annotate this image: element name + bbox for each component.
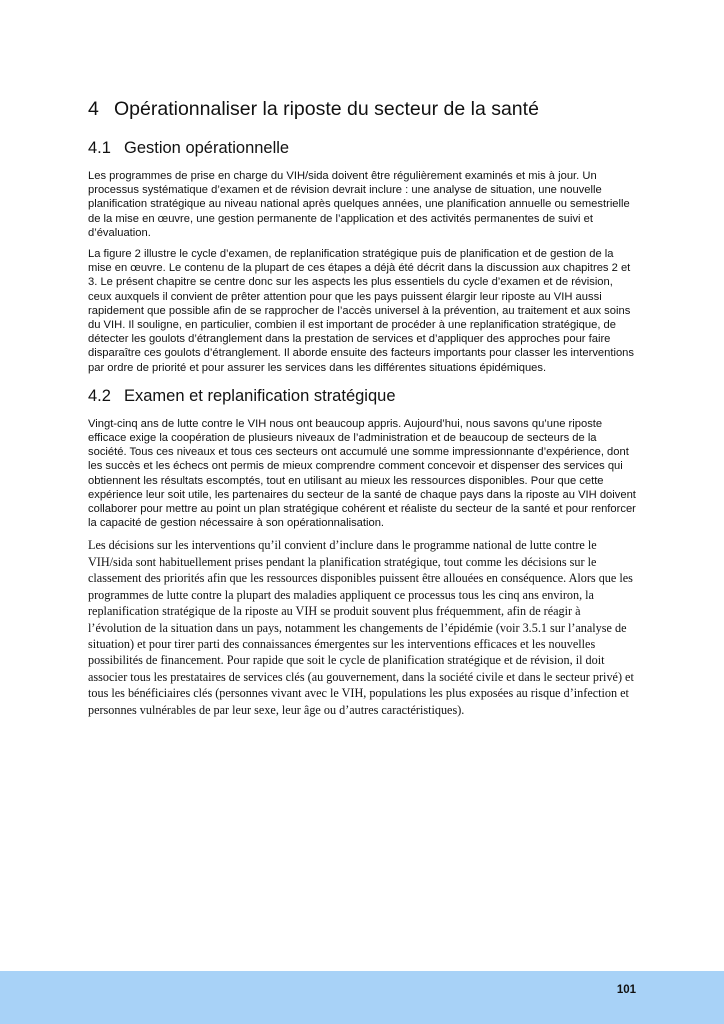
section-title: Opérationnaliser la riposte du secteur de la santé [114, 98, 539, 120]
paragraph: Les programmes de prise en charge du VIH/sida doivent être régulièrement examinés et mis à jour. Un processus systématique d’examen et de révision devrait inclure : une analyse de situation, une nouvelle planification stratégique au niveau national après quelques années, une planification annuelle ou semestrielle de la mise en œuvre, une gestion permanente de l’application et des activités permanentes de suivi et d’évaluation. [88, 170, 630, 239]
subsection-title: Examen et replanification stratégique [124, 386, 396, 405]
subsection-heading-4-1 [88, 137, 636, 159]
paragraph: Vingt-cinq ans de lutte contre le VIH nous ont beaucoup appris. Aujourd’hui, nous savons qu’une riposte efficace exige la coopération de plusieurs niveaux de l’administration et de beaucoup de secteurs de la société. Tous ces niveaux et tous ces secteurs ont accumulé une somme impressionnante d’expérience, dont les succès et les échecs ont permis de mieux comprendre comment concevoir et dispenser des services qui obtiennent les résultats escomptés, tout en utilisant au mieux les ressources disponibles. Pour que cette expérience leur soit utile, les partenaires du secteur de la santé de chaque pays dans la riposte au VIH doivent collaborer pour mettre au point un plan stratégique cohérent et réaliste du secteur de la santé et pour renforcer la capacité de gestion nécessaire à son opérationnalisation. [88, 417, 636, 530]
subsection-number: 4.1 [88, 139, 111, 157]
page-footer-band [0, 971, 724, 1024]
page-content [88, 97, 636, 718]
paragraph: La figure 2 illustre le cycle d’examen, de replanification stratégique puis de planification et de gestion de la mise en œuvre. Le contenu de la plupart de ces étapes a déjà été décrit dans la discussion aux chapitres 2 et 3. Le présent chapitre se centre donc sur les aspects les plus essentiels du cycle d’examen et de révision, ceux auxquels il convient de prêter attention pour que les pays puissent élargir leur riposte au VIH aussi rapidement que possible afin de se rapprocher de l’accès universel à la prévention, au traitement et aux soins du VIH. Il souligne, en particulier, combien il est important de procéder à une replanification stratégique, de détecter les goulots d’étranglement dans la prestation de services et d’appliquer des approches pour faire disparaître ces goulots d’étranglement. Il aborde ensuite des facteurs importants pour classer les interventions par ordre de priorité et pour assurer les services dans les différentes situations épidémiques. [88, 248, 634, 374]
subsection-number: 4.2 [88, 386, 111, 405]
subsection-title: Gestion opérationnelle [124, 139, 290, 157]
section-heading [88, 97, 636, 121]
paragraph: Les décisions sur les interventions qu’il convient d’inclure dans le programme national de lutte contre le VIH/sida sont habituellement prises pendant la planification stratégique, tout comme les décisions sur le classement des priorités afin que les ressources disponibles puissent être allouées en conséquence. Alors que les programmes de lutte contre la plupart des maladies appliquent ce processus tous les cinq ans environ, la replanification stratégique de la riposte au VIH se produit souvent plus fréquemment, afin de réagir à l’évolution de la situation dans un pays, notamment les changements de l’épidémie (voir 3.5.1 sur l’analyse de situation) et pour tirer parti des connaissances émergentes sur les interventions efficaces et les nouvelles possibilités de financement. Pour rapide que soit le cycle de planification stratégique et de révision, il doit associer tous les prestataires de services clés (au gouvernement, dans la société civile et dans le secteur privé) et tous les bénéficiaires clés (personnes vivant avec le VIH, populations les plus exposées au risque d’infection et personnes vulnérables de par leur sexe, leur âge ou d’autres caractéristiques). [88, 538, 634, 717]
page-number: 101 [616, 984, 636, 996]
section-number: 4 [88, 98, 99, 120]
subsection-heading-4-2 [88, 385, 636, 407]
